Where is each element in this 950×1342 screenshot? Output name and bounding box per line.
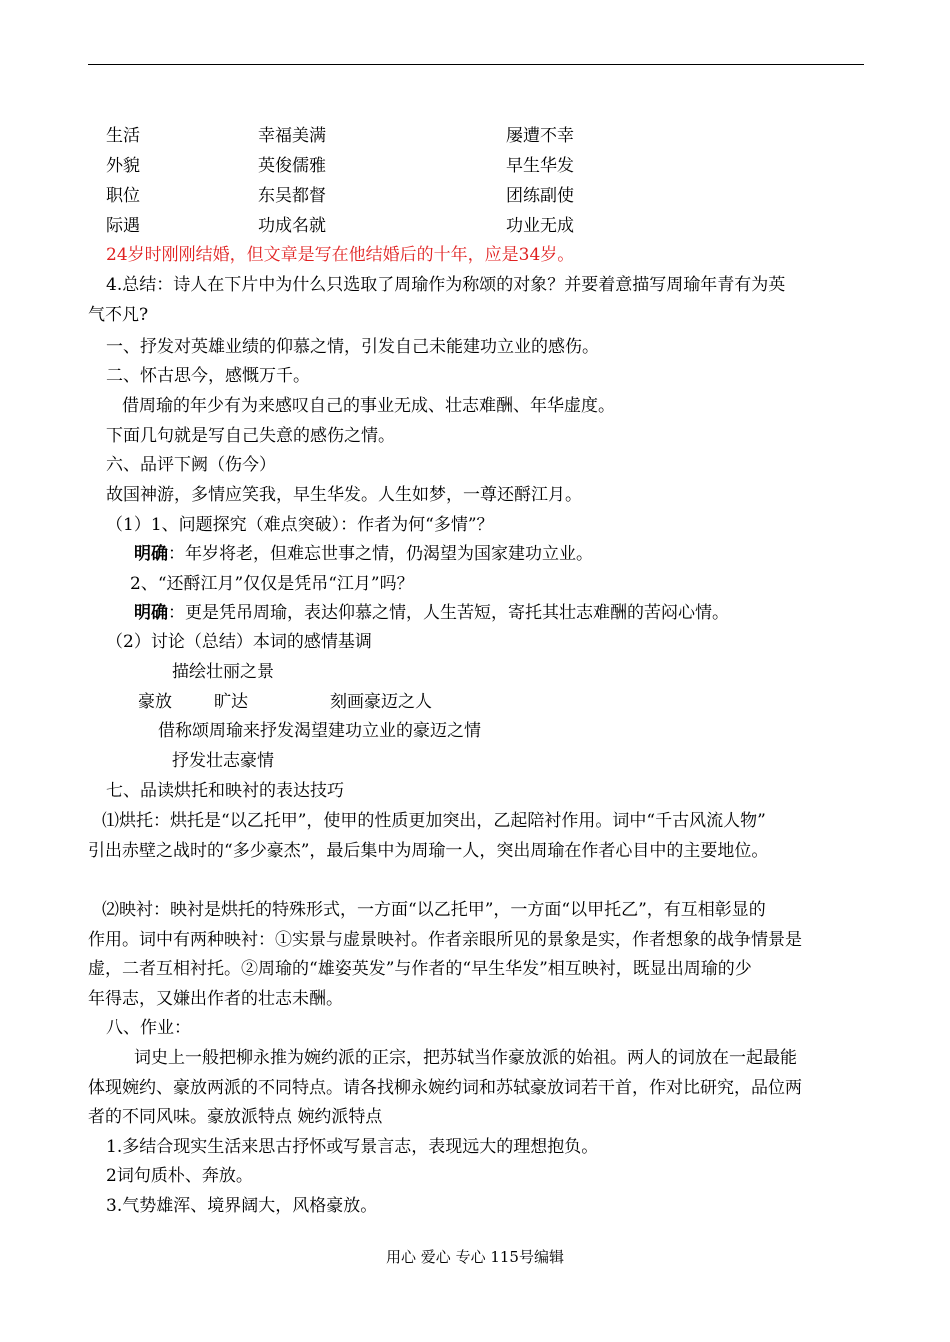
answer-2-text: ：更是凭吊周瑜，表达仰慕之情，人生苦短，寄托其壮志难酬的苦闷心情。 (168, 603, 729, 623)
section6-title: 六、品评下阙（伤今） (106, 455, 276, 475)
tone-heroic-feeling: 借称颂周瑜来抒发渴望建功立业的豪迈之情 (158, 721, 481, 741)
discussion-title: （2）讨论（总结）本词的感情基调 (106, 632, 372, 652)
homework-item-1: 1.多结合现实生活来思古抒怀或写景言志，表现远大的理想抱负。 (106, 1137, 599, 1157)
homework-line2: 体现婉约、豪放两派的不同特点。请各找柳永婉约词和苏轼豪放词若干首，作对比研究，品位两 (88, 1078, 802, 1098)
foil-paragraph-line3: 虚，二者互相衬托。②周瑜的“雄姿英发”与作者的“早生华发”相互映衬，既显出周瑜的少 (88, 959, 752, 979)
row-author-life: 屡遭不幸 (506, 126, 574, 146)
page-footer: 用心 爱心 专心 115号编辑 (386, 1248, 564, 1266)
homework-line3: 者的不同风味。豪放派特点 婉约派特点 (88, 1107, 383, 1127)
contrast-paragraph-line2: 引出赤壁之战时的“多少豪杰”，最后集中为周瑜一人，突出周瑜在作者心目中的主要地位。 (88, 841, 769, 861)
row-zhouyu-life: 幸福美满 (258, 126, 326, 146)
answer-label: 明确 (134, 544, 168, 564)
row-zhouyu-appearance: 英俊儒雅 (258, 156, 326, 176)
row-author-fortune: 功业无成 (506, 216, 574, 236)
row-label-position: 职位 (106, 186, 140, 206)
row-zhouyu-fortune: 功成名就 (258, 216, 326, 236)
foil-paragraph-line4: 年得志，又嫌出作者的壮志未酬。 (88, 989, 343, 1009)
summary-answer-3: 借周瑜的年少有为来感叹自己的事业无成、壮志难酬、年华虚度。 (122, 396, 615, 416)
tone-ambition: 抒发壮志豪情 (172, 751, 274, 771)
question-2: 2、“还酹江月”仅仅是凭吊“江月”吗？ (130, 574, 414, 594)
foil-paragraph-line2: 作用。词中有两种映衬：①实景与虚景映衬。作者亲眼所见的景象是实，作者想象的战争情景是 (88, 930, 802, 950)
row-label-fortune: 际遇 (106, 216, 140, 236)
summary-question-line1: 4.总结：诗人在下片中为什么只选取了周瑜作为称颂的对象？并要着意描写周瑜年青有为英 (106, 275, 786, 295)
section8-title: 八、作业： (106, 1018, 191, 1038)
tone-bold: 豪放 (138, 692, 172, 712)
summary-answer-4: 下面几句就是写自己失意的感伤之情。 (106, 426, 395, 446)
summary-answer-1: 一、抒发对英雄业绩的仰慕之情，引发自己未能建功立业的感伤。 (106, 337, 599, 357)
section6-quote: 故国神游，多情应笑我，早生华发。人生如梦，一尊还酹江月。 (106, 485, 582, 505)
foil-paragraph-line1: ⑵映衬：映衬是烘托的特殊形式，一方面“以乙托甲”，一方面“以甲托乙”，有互相彰显的 (102, 900, 766, 920)
summary-question-line2: 气不凡? (88, 305, 149, 325)
age-note: 24岁时刚刚结婚，但文章是写在他结婚后的十年，应是34岁。 (106, 245, 575, 265)
question-1: （1）1、问题探究（难点突破）：作者为何“多情”？ (106, 515, 494, 535)
homework-item-3: 3.气势雄浑、境界阔大，风格豪放。 (106, 1196, 378, 1216)
tone-heroic-person: 刻画豪迈之人 (330, 692, 432, 712)
summary-answer-2: 二、怀古思今，感慨万千。 (106, 366, 310, 386)
homework-item-2: 2词句质朴、奔放。 (106, 1166, 253, 1186)
answer-1 (134, 544, 593, 564)
row-author-appearance: 早生华发 (506, 156, 574, 176)
row-zhouyu-position: 东吴都督 (258, 186, 326, 206)
tone-scenery: 描绘壮丽之景 (172, 662, 274, 682)
section7-title: 七、品读烘托和映衬的表达技巧 (106, 781, 344, 801)
answer-1-text: ：年岁将老，但难忘世事之情，仍渴望为国家建功立业。 (168, 544, 593, 564)
tone-open-minded: 旷达 (214, 692, 248, 712)
answer-label: 明确 (134, 603, 168, 623)
homework-line1: 词史上一般把柳永推为婉约派的正宗，把苏轼当作豪放派的始祖。两人的词放在一起最能 (134, 1048, 797, 1068)
header-rule (88, 64, 864, 65)
answer-2 (134, 603, 729, 623)
row-label-life: 生活 (106, 126, 140, 146)
row-author-position: 团练副使 (506, 186, 574, 206)
contrast-paragraph-line1: ⑴烘托：烘托是“以乙托甲”，使甲的性质更加突出，乙起陪衬作用。词中“千古风流人物” (102, 811, 766, 831)
row-label-appearance: 外貌 (106, 156, 140, 176)
